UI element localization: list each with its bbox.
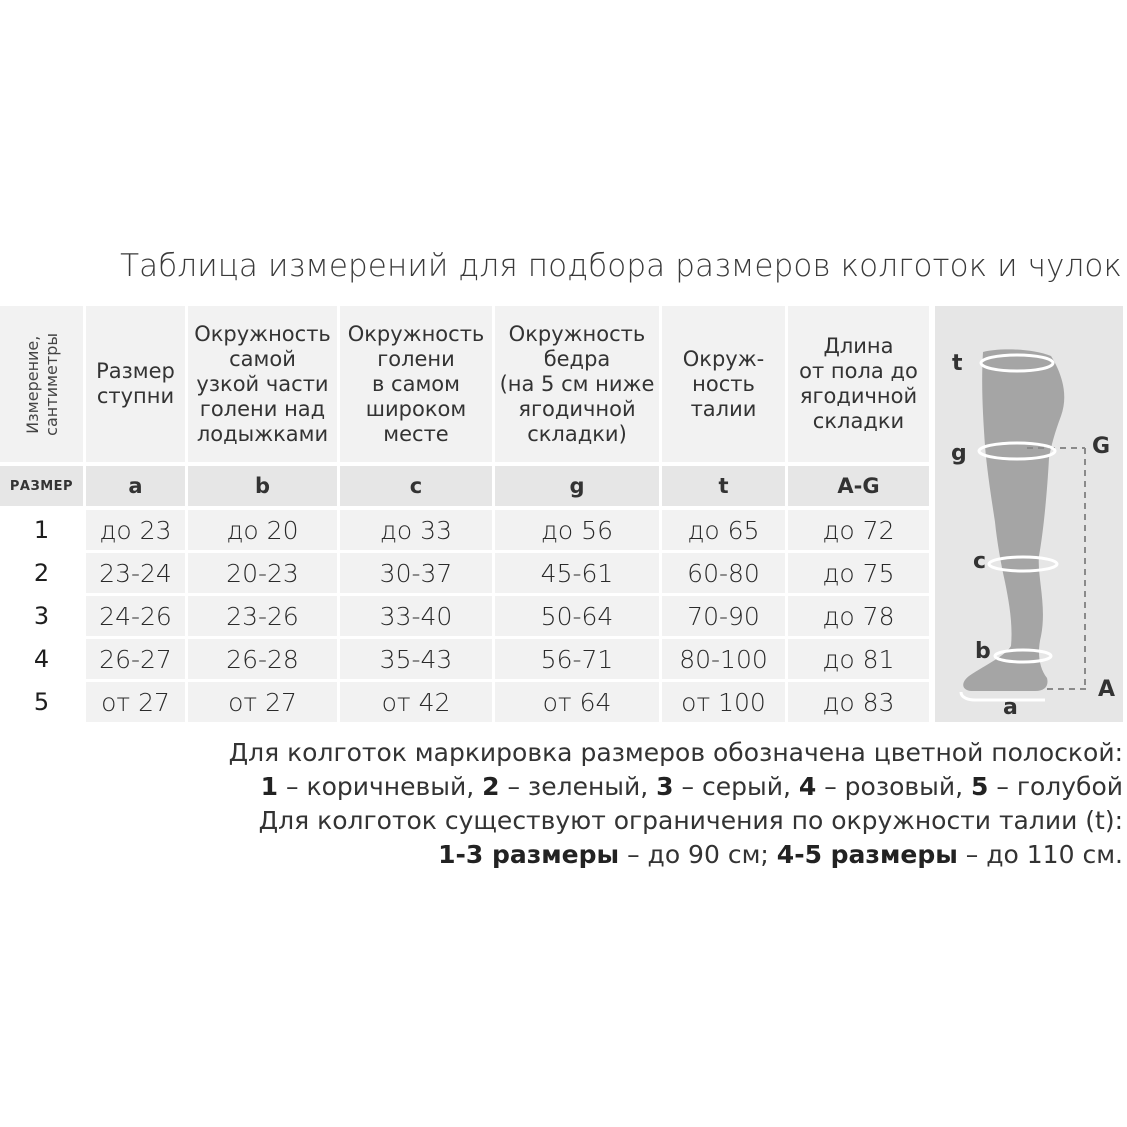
table-cell: 56-71: [495, 639, 659, 679]
column-header-line: Размер: [96, 359, 175, 383]
column-header-line: лодыжками: [196, 421, 329, 446]
note-line-3: Для колготок существуют ограничения по окружности талии (t):: [258, 806, 1123, 835]
size-range: 1-3 размеры: [438, 840, 620, 869]
size-range: 4-5 размеры: [776, 840, 958, 869]
table-cell: 23-24: [86, 553, 185, 593]
label-a: a: [1003, 695, 1018, 720]
size-label: РАЗМЕР: [0, 466, 83, 506]
table-cell: 30-37: [340, 553, 492, 593]
column-header-a: [86, 306, 185, 462]
table-cell: до 75: [788, 553, 929, 593]
column-header-c: [340, 306, 492, 462]
column-header-line: талии: [690, 396, 757, 421]
label-A: A: [1098, 677, 1116, 702]
size-number: 3: [656, 772, 674, 801]
column-header-line: ступни: [96, 384, 175, 408]
label-G: G: [1092, 434, 1111, 459]
table-cell: 50-64: [495, 596, 659, 636]
label-g: g: [951, 441, 967, 466]
size-cell: 1: [33, 516, 50, 544]
column-code-t: t: [662, 466, 785, 506]
column-header-line: Окружность: [508, 321, 646, 346]
table-cell: до 78: [788, 596, 929, 636]
limit-text: – до 110 см.: [957, 840, 1123, 869]
table-cell: от 27: [188, 682, 337, 722]
column-header-line: месте: [383, 421, 449, 446]
column-header-line: складки): [527, 421, 627, 446]
table-cell: 20-23: [188, 553, 337, 593]
column-header-line: в самом: [372, 371, 460, 396]
column-header-line: ягодичной: [799, 384, 918, 408]
table-cell: 70-90: [662, 596, 785, 636]
corner-header: [0, 306, 83, 462]
note-line-4: [229, 838, 1123, 872]
column-header-line: голени: [377, 346, 455, 371]
table-cell: до 33: [340, 510, 492, 550]
table-cell: 26-28: [188, 639, 337, 679]
column-header-line: самой: [229, 346, 296, 371]
column-code-a-g: A-G: [788, 466, 929, 506]
column-header-line: узкой части: [196, 371, 329, 396]
table-cell: до 81: [788, 639, 929, 679]
size-number: 5: [971, 772, 989, 801]
column-header-text: [799, 334, 918, 434]
column-header-line: от пола до: [799, 359, 918, 383]
table-cell: 45-61: [495, 553, 659, 593]
label-c: c: [973, 549, 987, 574]
color-text: – коричневый,: [278, 772, 483, 801]
column-header-line: Окружность: [347, 321, 485, 346]
table-cell: от 100: [662, 682, 785, 722]
column-header-line: (на 5 см ниже: [499, 371, 655, 396]
table-cell: 33-40: [340, 596, 492, 636]
column-header-a-g: [788, 306, 929, 462]
note-line-1: Для колготок маркировка размеров обозначена цветной полоской:: [228, 738, 1123, 767]
column-code-b: b: [188, 466, 337, 506]
column-header-text: [194, 322, 331, 447]
column-header-g: [495, 306, 659, 462]
column-header-text: [683, 347, 764, 422]
column-header-text: [348, 322, 485, 447]
column-header-line: широком: [365, 396, 467, 421]
column-header-line: Окружность: [194, 321, 331, 346]
note-line-2: [229, 770, 1123, 804]
corner-label-line: Измерение,: [22, 334, 42, 434]
color-text: – зеленый,: [499, 772, 657, 801]
corner-label-line: сантиметры: [41, 332, 61, 436]
column-code-c: c: [340, 466, 492, 506]
table-cell: 24-26: [86, 596, 185, 636]
column-header-text: [500, 322, 655, 447]
column-code-g: g: [495, 466, 659, 506]
table-cell: до 56: [495, 510, 659, 550]
column-header-b: [188, 306, 337, 462]
limit-text: – до 90 см;: [619, 840, 777, 869]
column-header-line: ягодичной: [518, 396, 636, 421]
size-number: 1: [260, 772, 279, 801]
table-cell: 80-100: [662, 639, 785, 679]
table-cell: до 83: [788, 682, 929, 722]
size-cell: 4: [33, 645, 50, 673]
column-header-line: ность: [692, 371, 755, 396]
notes: [229, 736, 1123, 872]
color-text: – голубой: [988, 772, 1123, 801]
label-b: b: [975, 639, 991, 664]
column-header-line: Длина: [823, 334, 894, 358]
color-text: – розовый,: [816, 772, 972, 801]
label-t: t: [952, 351, 963, 376]
column-header-line: складки: [812, 409, 905, 433]
table-cell: 60-80: [662, 553, 785, 593]
column-code-a: a: [86, 466, 185, 506]
column-header-line: бедра: [543, 346, 611, 371]
corner-label: [23, 333, 61, 436]
column-header-text: [96, 359, 175, 409]
leg-illustration: [935, 306, 1123, 722]
size-cell: 3: [33, 602, 50, 630]
size-cell: 5: [33, 688, 50, 716]
size-cell: 2: [33, 559, 50, 587]
size-number: 4: [798, 772, 817, 801]
table-cell: до 72: [788, 510, 929, 550]
table-cell: до 65: [662, 510, 785, 550]
table-cell: от 42: [340, 682, 492, 722]
table-cell: до 23: [86, 510, 185, 550]
table-cell: до 20: [188, 510, 337, 550]
table-cell: от 27: [86, 682, 185, 722]
table-cell: 35-43: [340, 639, 492, 679]
column-header-line: голени над: [199, 396, 326, 421]
page-title: Таблица измерений для подбора размеров колготок и чулок: [120, 248, 1122, 284]
size-number: 2: [482, 772, 500, 801]
leg-diagram: [935, 306, 1123, 722]
table-cell: от 64: [495, 682, 659, 722]
column-header-t: [662, 306, 785, 462]
column-header-line: Окруж-: [682, 346, 765, 371]
table-cell: 26-27: [86, 639, 185, 679]
color-text: – серый,: [673, 772, 799, 801]
table-cell: 23-26: [188, 596, 337, 636]
